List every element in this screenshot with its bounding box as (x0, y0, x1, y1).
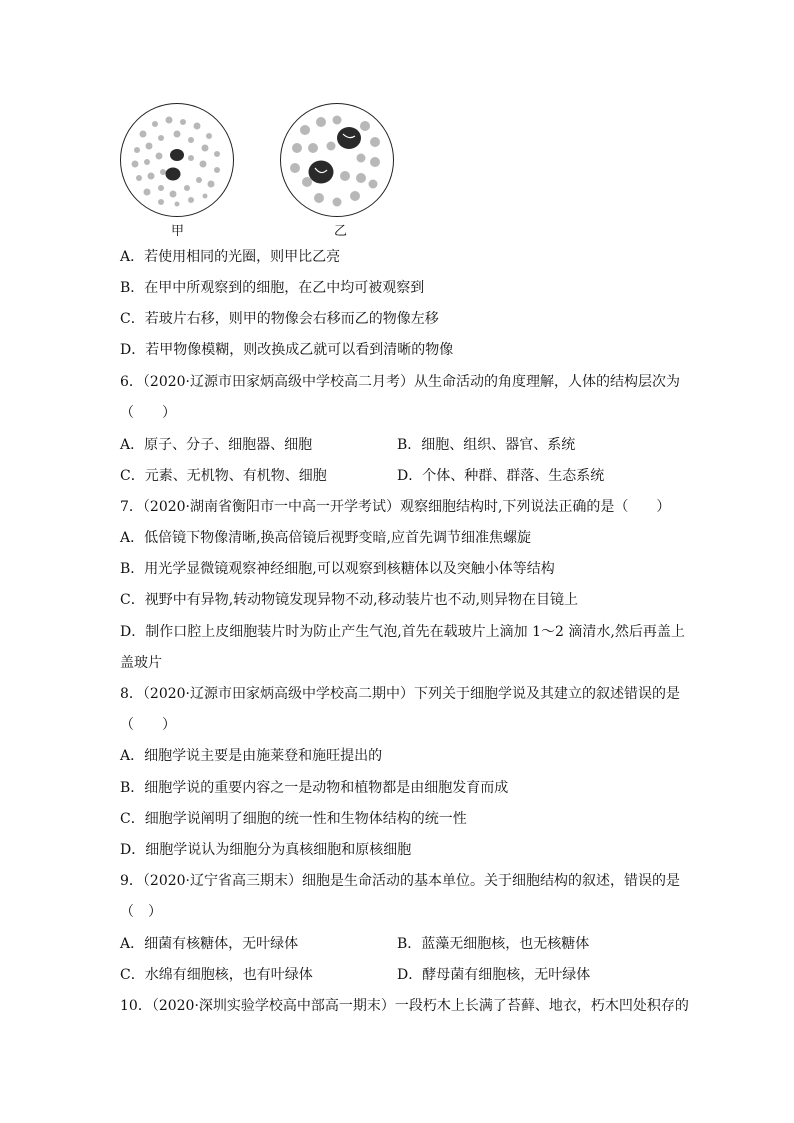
q6-stem: 6．（2020·辽源市田家炳高级中学校高二月考）从生命活动的角度理解，人体的结构层次为 (120, 374, 680, 390)
q8-option-b: B．细胞学说的重要内容之一是动物和植物都是由细胞发育而成 (120, 780, 509, 796)
q8-option-a: A．细胞学说主要是由施莱登和施旺提出的 (120, 748, 383, 764)
q6-stem-bracket: （ ） (120, 405, 176, 421)
q6-option-b: B．细胞、组织、器官、系统 (397, 437, 576, 453)
q9-stem: 9．（2020·辽宁省高三期末）细胞是生命活动的基本单位。关于细胞结构的叙述，错误的是 (120, 873, 680, 889)
q8-stem-bracket: （ ） (120, 717, 176, 733)
figure-label-jia: 甲 (171, 224, 185, 239)
microscope-field-yi (280, 103, 394, 217)
q10-stem: 10．（2020·深圳实验学校高中部高一期末）一段朽木上长满了苔藓、地衣，朽木凹处积存的 (120, 998, 689, 1014)
figure-label-yi: 乙 (334, 224, 348, 239)
q5-option-c: C．若玻片右移，则甲的物像会右移而乙的物像左移 (120, 311, 439, 327)
q9-option-a: A．细菌有核糖体，无叶绿体 (120, 936, 299, 952)
q7-option-a: A．低倍镜下物像清晰,换高倍镜后视野变暗,应首先调节细准焦螺旋 (120, 530, 532, 546)
q9-option-c: C．水绵有细胞核，也有叶绿体 (120, 967, 313, 983)
q9-stem-bracket: （ ） (120, 904, 162, 920)
q7-stem: 7．（2020·湖南省衡阳市一中高一开学考试）观察细胞结构时,下列说法正确的是（ ） (120, 499, 671, 515)
q6-option-d: D．个体、种群、群落、生态系统 (397, 468, 605, 484)
q7-option-c: C．视野中有异物,转动物镜发现异物不动,移动装片也不动,则异物在目镜上 (120, 592, 579, 608)
q6-option-c: C．元素、无机物、有机物、细胞 (120, 468, 327, 484)
q7-option-d: D．制作口腔上皮细胞装片时为防止产生气泡,首先在载玻片上滴加 1～2 滴清水,然后再盖上 (120, 624, 685, 640)
q7-option-d-cont: 盖玻片 (120, 655, 162, 671)
q8-option-c: C．细胞学说阐明了细胞的统一性和生物体结构的统一性 (120, 811, 467, 827)
microscope-field-jia (120, 103, 234, 217)
microscope-figure (120, 103, 410, 238)
q9-option-d: D．酵母菌有细胞核，无叶绿体 (397, 967, 591, 983)
q5-option-d: D．若甲物像模糊，则改换成乙就可以看到清晰的物像 (120, 342, 454, 358)
q7-option-b: B．用光学显微镜观察神经细胞,可以观察到核糖体以及突触小体等结构 (120, 561, 555, 577)
q6-option-a: A．原子、分子、细胞器、细胞 (120, 437, 313, 453)
q8-stem: 8．（2020·辽源市田家炳高级中学校高二期中）下列关于细胞学说及其建立的叙述错误的是 (120, 686, 680, 702)
q5-option-a: A．若使用相同的光圈，则甲比乙亮 (120, 249, 341, 265)
q8-option-d: D．细胞学说认为细胞分为真核细胞和原核细胞 (120, 842, 412, 858)
q9-option-b: B．蓝藻无细胞核，也无核糖体 (397, 936, 590, 952)
q5-option-b: B．在甲中所观察到的细胞，在乙中均可被观察到 (120, 280, 425, 296)
